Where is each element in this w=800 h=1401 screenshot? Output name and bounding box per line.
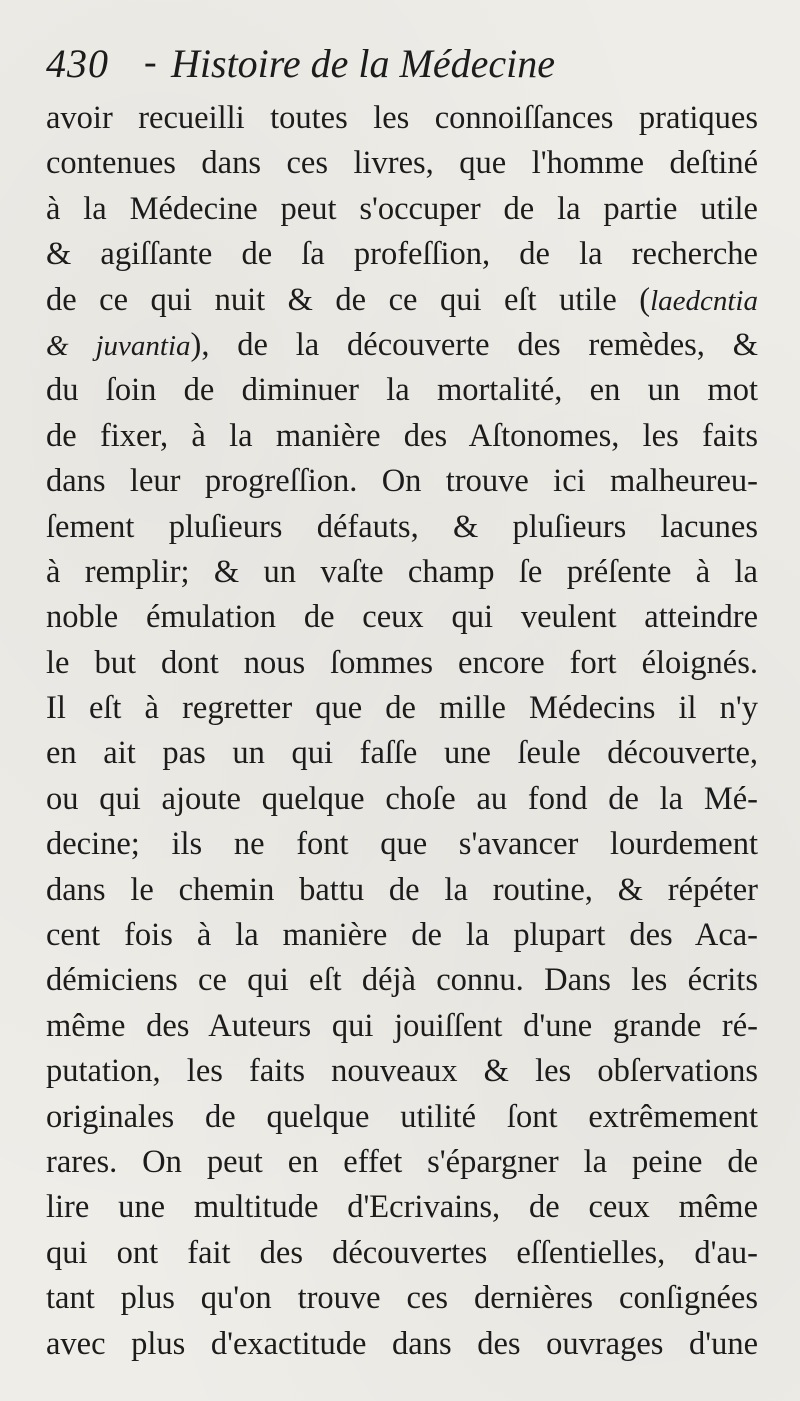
text-line bbox=[46, 641, 758, 686]
text-segment: de fixer, à la manière des Aſtonomes, les faits bbox=[46, 417, 758, 454]
text-segment: ou qui ajoute quelque choſe au fond de la Mé- bbox=[46, 780, 758, 817]
running-head bbox=[46, 40, 766, 92]
text-segment: dans leur progreſſion. On trouve ici malheureu- bbox=[46, 463, 758, 500]
text-line bbox=[46, 141, 758, 186]
text-line bbox=[46, 1095, 758, 1140]
text-line bbox=[46, 459, 758, 504]
text-segment: originales de quelque utilité ſont extrêmement bbox=[46, 1098, 758, 1135]
text-segment: de ce qui nuit & de ce qui eſt utile ( bbox=[46, 281, 651, 318]
text-segment: même des Auteurs qui jouiſſent d'une grande ré- bbox=[46, 1007, 758, 1044]
text-segment: avoir recueilli toutes les connoiſſances pratiques bbox=[46, 100, 758, 136]
text-line bbox=[46, 96, 758, 141]
text-line bbox=[46, 550, 758, 595]
text-segment: ), de la découverte des remèdes, & bbox=[190, 326, 758, 363]
text-line bbox=[46, 731, 758, 776]
text-segment: ſement pluſieurs défauts, & pluſieurs lacunes bbox=[46, 508, 758, 545]
text-line bbox=[46, 187, 758, 232]
text-line bbox=[46, 1049, 758, 1094]
italic-text: & juvantia bbox=[46, 329, 191, 362]
text-line bbox=[46, 1140, 758, 1185]
text-line bbox=[46, 1004, 758, 1049]
text-segment: dans le chemin battu de la routine, & répéter bbox=[46, 871, 758, 908]
text-segment: le but dont nous ſommes encore fort éloignés. bbox=[46, 644, 758, 681]
text-line bbox=[46, 505, 758, 550]
text-segment: lire une multitude d'Ecrivains, de ceux même bbox=[46, 1189, 758, 1226]
text-segment: rares. On peut en effet s'épargner la peine de bbox=[46, 1143, 758, 1180]
text-line bbox=[46, 368, 758, 413]
text-line bbox=[46, 1322, 758, 1367]
running-title: Histoire de la Médecine bbox=[171, 41, 555, 86]
text-segment: putation, les faits nouveaux & les obſervations bbox=[46, 1053, 758, 1090]
text-line bbox=[46, 868, 758, 913]
text-segment: démiciens ce qui eſt déjà connu. Dans les écrits bbox=[46, 962, 758, 999]
text-line bbox=[46, 323, 758, 368]
page-number: 430 bbox=[46, 41, 109, 86]
text-line bbox=[46, 958, 758, 1003]
text-segment: en ait pas un qui faſſe une ſeule découverte, bbox=[46, 735, 758, 772]
text-line bbox=[46, 1185, 758, 1230]
text-line bbox=[46, 686, 758, 731]
text-line bbox=[46, 278, 758, 323]
text-line bbox=[46, 1276, 758, 1321]
header-dash: - bbox=[144, 41, 157, 83]
text-line bbox=[46, 232, 758, 277]
text-segment: Il eſt à regretter que de mille Médecins il n'y bbox=[46, 690, 758, 727]
body-text bbox=[46, 96, 758, 1367]
text-segment: du ſoin de diminuer la mortalité, en un mot bbox=[46, 372, 758, 409]
text-segment: contenues dans ces livres, que l'homme deſtiné bbox=[46, 145, 758, 182]
text-line bbox=[46, 414, 758, 459]
text-line bbox=[46, 822, 758, 867]
text-line bbox=[46, 913, 758, 958]
text-segment: à remplir; & un vaſte champ ſe préſente à la bbox=[46, 553, 758, 590]
text-segment: decine; ils ne font que s'avancer lourdement bbox=[46, 826, 758, 863]
text-segment: avec plus d'exactitude dans des ouvrages d'une bbox=[46, 1325, 758, 1362]
text-segment: cent fois à la manière de la plupart des Aca- bbox=[46, 917, 758, 954]
italic-text: laedcntia bbox=[650, 284, 758, 317]
text-segment: tant plus qu'on trouve ces dernières conſignées bbox=[46, 1280, 758, 1317]
text-line bbox=[46, 1231, 758, 1276]
text-line bbox=[46, 777, 758, 822]
text-segment: qui ont fait des découvertes eſſentielles, d'au- bbox=[46, 1234, 758, 1271]
text-segment: & agiſſante de ſa profeſſion, de la recherche bbox=[46, 236, 758, 273]
text-segment: noble émulation de ceux qui veulent atteindre bbox=[46, 599, 758, 636]
text-line bbox=[46, 595, 758, 640]
text-segment: à la Médecine peut s'occuper de la partie utile bbox=[46, 190, 758, 227]
